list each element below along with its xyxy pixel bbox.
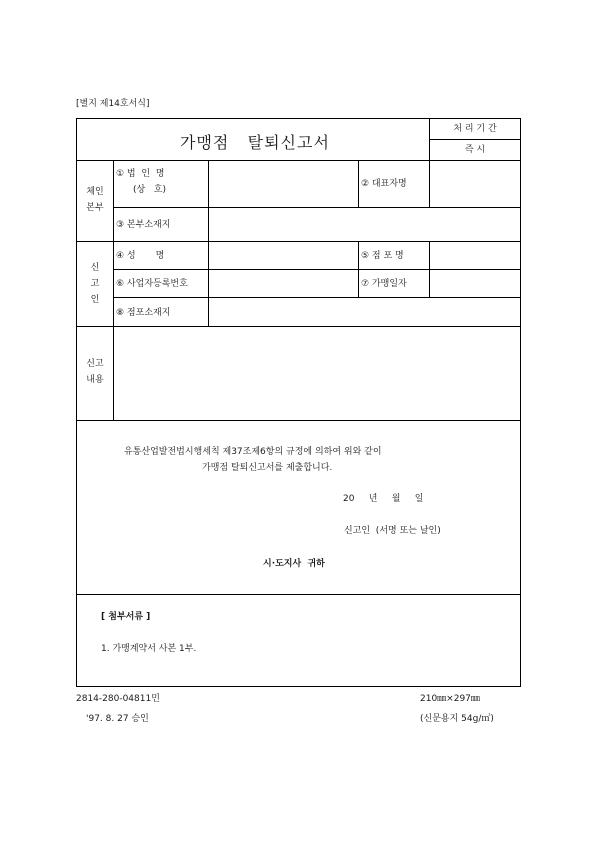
table-border-top — [76, 118, 521, 119]
corp-trade-name-label: (상 호) — [133, 185, 166, 195]
footer-paper-type: (신문용지 54g/㎡) — [420, 714, 494, 724]
join-date-label: ⑦ 가맹일자 — [361, 279, 407, 289]
attachment-item: 1. 가맹계약서 사본 1부. — [101, 644, 197, 654]
table-border-right — [520, 118, 521, 687]
store-name-field[interactable] — [430, 242, 520, 269]
declaration-line-2: 가맹점 탈퇴신고서를 제출합니다. — [202, 463, 333, 473]
person-name-field[interactable] — [209, 242, 358, 269]
attachments-header: [ 첨부서류 ] — [101, 612, 151, 622]
footer-paper-size: 210㎜×297㎜ — [420, 694, 480, 704]
section-label-chain-hq: 체인 본부 — [86, 187, 104, 213]
date-line: 20 년 월 일 — [343, 494, 424, 504]
corp-name-field[interactable] — [209, 161, 358, 207]
divider — [76, 594, 521, 595]
divider — [358, 241, 359, 297]
signature-line: 신고인 (서명 또는 날인) — [344, 526, 441, 536]
ceo-name-label: ② 대표자명 — [361, 179, 407, 189]
section-label-content: 신고 내용 — [86, 359, 104, 385]
section-label-reporter: 신 고 인 — [90, 263, 100, 305]
form-number-label: [별지 제14호서식] — [76, 99, 150, 109]
store-address-label: ⑧ 점포소재지 — [116, 308, 171, 318]
processing-period-value: 즉 시 — [464, 145, 486, 155]
business-reg-no-field[interactable] — [209, 270, 358, 297]
footer-form-code: 2814-280-04811민 — [76, 694, 160, 704]
ceo-name-field[interactable] — [430, 161, 520, 207]
join-date-field[interactable] — [430, 270, 520, 297]
divider — [429, 139, 520, 140]
store-name-label: ⑤ 점 포 명 — [361, 251, 404, 261]
hq-address-label: ③ 본부소재지 — [116, 220, 171, 230]
footer-approval: '97. 8. 27 승인 — [86, 714, 149, 724]
divider — [358, 160, 359, 207]
hq-address-field[interactable] — [209, 208, 520, 241]
addressee: 시·도지사 귀하 — [263, 559, 325, 569]
table-border-bottom — [76, 686, 521, 687]
form-title: 가맹점 탈퇴신고서 — [180, 133, 330, 152]
store-address-field[interactable] — [209, 298, 520, 326]
corp-name-label: ① 법 인 명 — [116, 169, 165, 179]
report-content-field[interactable] — [114, 327, 520, 420]
person-name-label: ④ 성 명 — [116, 251, 165, 261]
business-reg-no-label: ⑥ 사업자등록번호 — [116, 279, 188, 289]
declaration-line-1: 유통산업발전법시행세칙 제37조제6항의 규정에 의하여 위와 같이 — [124, 447, 382, 457]
divider — [76, 420, 521, 421]
processing-period-label: 처 리 기 간 — [453, 124, 497, 134]
